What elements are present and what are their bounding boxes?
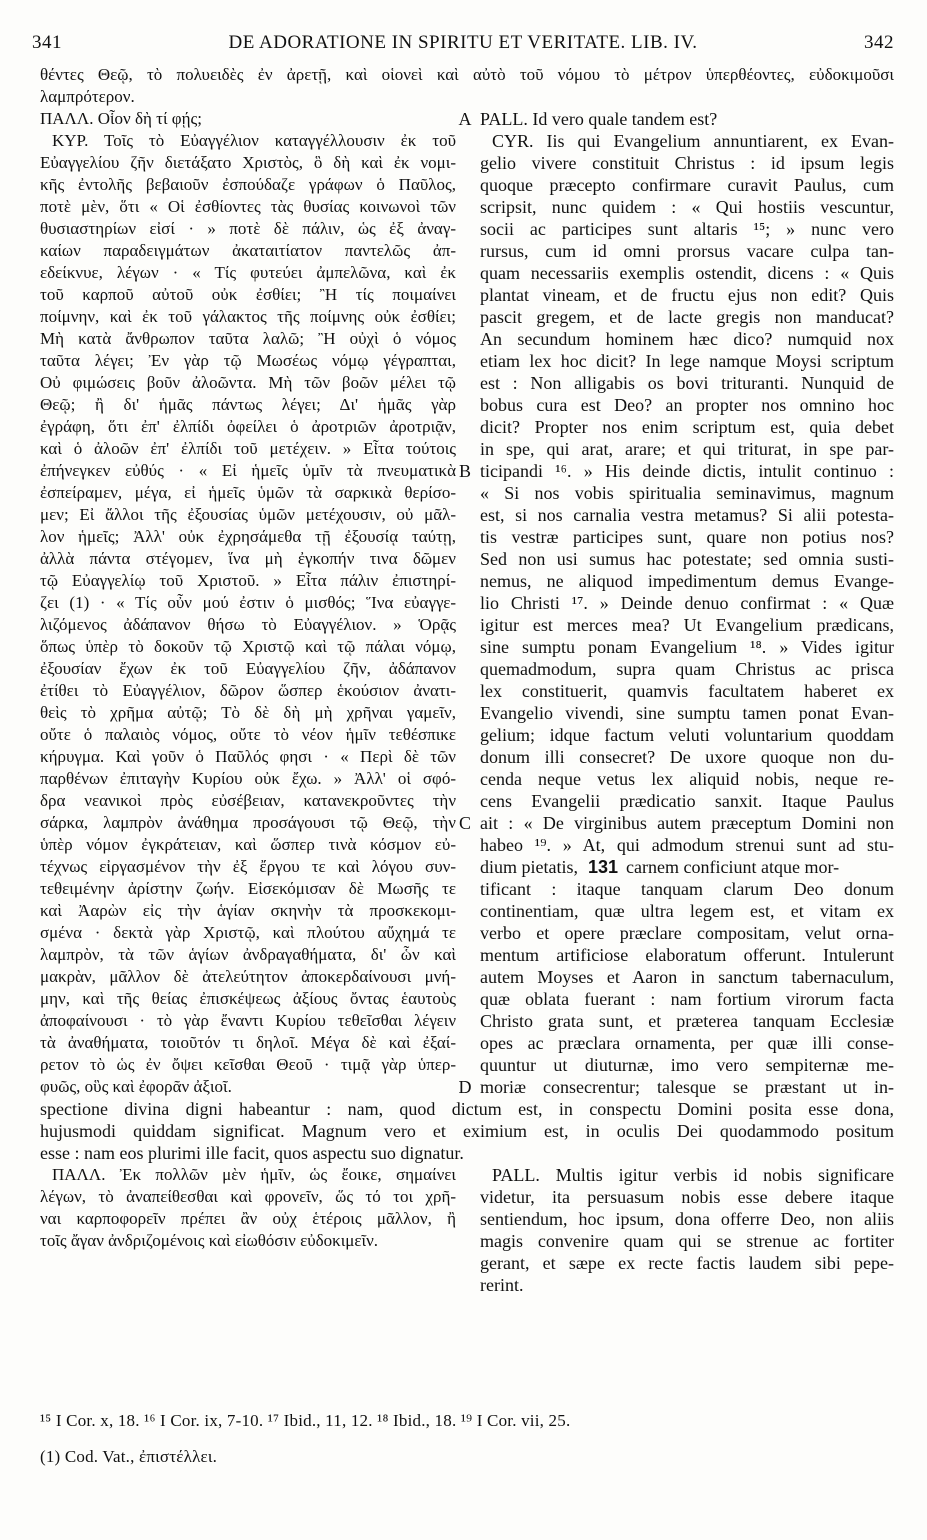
greek-text-line: μεν; Εἰ ἄλλοι τῆς ἐξουσίας ὑμῶν μετέχουσιν, οὐ μᾶλ-	[40, 505, 456, 524]
latin-text-line: Christo grata sunt, et præterea tanquam Ecclesiæ	[480, 1011, 894, 1031]
greek-text-line: ἀλλὰ πάντα στέγομεν, ἵνα μὴ ἐγκοπήν τινα δῶμεν	[40, 549, 456, 568]
greek-text-line: ΚΥΡ. Τοῖς τὸ Εὐαγγέλιον καταγγέλλουσιν ἐκ τοῦ	[52, 131, 456, 150]
latin-text-fragment: dium pietatis,	[480, 857, 578, 877]
latin-text-line: An secundum hominem hæc dico? numquid nox	[480, 329, 894, 349]
greek-continuation-line: θέντες Θεῷ, τὸ πολυειδὲς ἐν ἀρετῇ, καὶ οἱονεὶ καὶ αὐτὸ τοῦ νόμου τὸ μέτρον ὑπερθέοντες, εὐδοκιμοῦσι	[40, 65, 894, 84]
page-number-right: 342	[864, 32, 894, 53]
greek-text-line: ρετον τὸ ὡς ἐν ὄψει κεῖσθαι Θεοῦ · τιμᾷ γὰρ ὑπερ-	[40, 1055, 456, 1074]
greek-text-line: τοῦ καρποῦ αὐτοῦ οὐκ ἐσθίει; Ἢ τίς ποιμαίνει	[40, 285, 456, 304]
latin-text-line: lex constituerit, quamvis facultatem haberet ex	[480, 681, 894, 701]
latin-text-fragment: carnem conficiunt atque mor-	[626, 857, 840, 877]
latin-text-line: cenda neque vetus lex aliquid nobis, neque re-	[480, 769, 894, 789]
greek-text-line: ΠΑΛΛ. Οἷον δὴ τί φῄς;	[40, 109, 202, 128]
footnote-references: ¹⁵ I Cor. x, 18. ¹⁶ I Cor. ix, 7-10. ¹⁷ Ibid., 11, 12. ¹⁸ Ibid., 18. ¹⁹ I Cor. vii, 25.	[40, 1411, 571, 1430]
greek-text-line: λιζόμενος ἀδάπανον θήσω τὸ Εὐαγγέλιον. » Ὁρᾷς	[40, 615, 456, 634]
greek-text-line: ἐπήνεγκεν εὐθύς · « Εἰ ἡμεῖς ὑμῖν τὰ πνευματικὰ	[40, 461, 456, 480]
latin-text-line: sine sumptu ponam Evangelium ¹⁸. » Vides igitur	[480, 637, 894, 657]
latin-text-line: Sed non usi sumus hac potestate; sed omnia susti-	[480, 549, 894, 569]
greek-text-line: ἐτίθει τὸ Εὐαγγέλιον, δῶρον ὥσπερ ἑκούσιον ἀνατι-	[40, 681, 456, 700]
greek-text-line: θυσιαστηρίων εἰσί · » ποτὲ δὲ πάλιν, ὡς ἐξ ἀναγ-	[40, 219, 456, 238]
greek-text-line: Θεῷ; ἢ δι' ἡμᾶς πάντως λέγει; Δι' ἡμᾶς γὰρ	[40, 395, 456, 414]
latin-text-line: quoque præcepto confirmare curavit Paulus, cum	[480, 175, 894, 195]
greek-text-line: ΠΑΛΛ. Ἐκ πολλῶν μὲν ἡμῖν, ὡς ἔοικε, σημαίνει	[52, 1165, 456, 1184]
greek-text-line: ναι καρποφορεῖν πρέπει ἂν οὐχ ἑτέροις μᾶλλον, ἢ	[40, 1209, 456, 1228]
latin-text-line: cens Evangelii prædicatio sanxit. Itaque Paulus	[480, 791, 894, 811]
latin-full-width-line: hujusmodi quiddam significat. Magnum vero et eximium est, in oculis Dei quodammodo positum	[40, 1121, 894, 1141]
greek-text-line: ἐξουσίαν ἔχων ἐκ τοῦ Εὐαγγελίου ζῆν, ἀδάπανον	[40, 659, 456, 678]
latin-text-line: quemadmodum, supra quam Christus ac prisca	[480, 659, 894, 679]
latin-text-line: tis vestræ participes sunt, quare non potius nos?	[480, 527, 894, 547]
greek-text-line: τοῖς ἄγαν ἀνδριζομένοις καὶ εἰωθόσιν εὐδοκιμεῖν.	[40, 1231, 379, 1250]
latin-text-line: PALL. Id vero quale tandem est?	[480, 109, 718, 129]
running-header	[32, 32, 894, 58]
greek-text-line: ποίμνην, καὶ ἐκ τοῦ γάλακτος τῆς ποίμνης οὐκ ἐσθίει;	[40, 307, 456, 326]
greek-text-line: ἐγράφη, ὅτι ἐπ' ἐλπίδι ὀφείλει ὁ ἀροτριῶν ἀροτριᾷν,	[40, 417, 456, 436]
latin-text-line: continentiam, quæ ultra legem est, et vitam ex	[480, 901, 894, 921]
latin-text-line: tificant : itaque tanquam clarum Deo donum	[480, 879, 894, 899]
latin-text-line: magis convenire quam qui se strenue ac fortiter	[480, 1231, 894, 1251]
latin-text-line: opes ac præclara ornamenta, per quæ illi conse-	[480, 1033, 894, 1053]
latin-text-line: dicit? Propter nos enim scriptum est, quia debet	[480, 417, 894, 437]
greek-text-line: ὅπως ὑπὲρ τὸ δοκοῦν τῷ Χριστῷ καὶ τῷ πάλαι νόμῳ,	[40, 637, 456, 656]
greek-text-line: δρα νεανικοὶ πρὸς εὐσέβειαν, κατανεκροῦντες τὴν	[40, 791, 456, 810]
latin-text-line: donum illi consecret? De uxore quoque non du-	[480, 747, 894, 767]
section-marker: D	[458, 1077, 472, 1097]
latin-text-line: PALL. Multis igitur verbis id nobis significare	[492, 1165, 894, 1185]
latin-text-line: etiam lex hoc dicit? In lege namque Moysi scriptum	[480, 351, 894, 371]
greek-text-line: λαμπρὸν, τὰ τῶν ἁγίων ἀνδραγαθήματα, δι' ὧν καὶ	[40, 945, 456, 964]
greek-text-line: μακρὰν, μᾶλλον δὲ ἀτελεύτητον ἀποκερδαίνουσι μνή-	[40, 967, 456, 986]
latin-full-width-line: spectione divina digni habeantur : nam, quod dictum est, in conspectu Domini posita esse dona,	[40, 1099, 894, 1119]
latin-text-line: habeo ¹⁹. » At, qui admodum strenui sunt ad stu-	[480, 835, 894, 855]
latin-text-line: gerant, et sæpe ex recte factis laudem sibi pepe-	[480, 1253, 894, 1273]
latin-text-line: sentiendum, hoc ipsum, dona offerre Deo, non aliis	[480, 1209, 894, 1229]
greek-continuation-line: λαμπρότερον.	[40, 87, 135, 106]
greek-text-line: κήρυγμα. Καὶ γοῦν ὁ Παῦλός φησι · « Περὶ δὲ τῶν	[40, 747, 456, 766]
latin-text-line: ticipandi ¹⁶. » His deinde dictis, intulit continuo :	[480, 461, 894, 481]
latin-text-line: plantat vineam, et de fructu ejus non edit? Quis	[480, 285, 894, 305]
latin-text-line: pascit gregem, et de lacte gregis non manducat?	[480, 307, 894, 327]
latin-text-line: in spe, qui arat, arare; et qui triturat, in spe par-	[480, 439, 894, 459]
greek-text-line: ταῦτα λέγει; Ἐν γὰρ τῷ Μωσέως νόμῳ γέγραπται,	[40, 351, 456, 370]
greek-text-line: σάρκα, λαμπρὸν ἀνάθημα προσάγουσι τῷ Θεῷ, τὴν	[40, 813, 456, 832]
running-title: DE ADORATIONE IN SPIRITU ET VERITATE. LIB. IV.	[228, 32, 698, 53]
greek-text-line: Οὐ φιμώσεις βοῦν ἀλοῶντα. Μὴ τῶν βοῶν μέλει τῷ	[40, 373, 456, 392]
latin-text-line: quæ oblata fuerant : nam fortium virorum facta	[480, 989, 894, 1009]
greek-text-line: σμένα · δεκτὰ γὰρ Χριστῷ, καὶ πλούτου αὔχημά τε	[40, 923, 456, 942]
section-marker: A	[458, 109, 472, 129]
greek-text-line: ἐσπείραμεν, μέγα, εἰ ἡμεῖς ὑμῶν τὰ σαρκικὰ θερίσο-	[40, 483, 456, 502]
latin-text-line: mentum artificiose elaboratum offerunt. Intulerunt	[480, 945, 894, 965]
latin-text-line: gelio vivere constituit Christus : id ipsum legis	[480, 153, 894, 173]
greek-text-line: φυῶς, οὓς καὶ ἐφορᾶν ἀξιοῖ.	[40, 1077, 232, 1096]
latin-text-line: autem Moyses et Aaron in sanctum tabernaculum,	[480, 967, 894, 987]
latin-text-line: socii ac participes sunt altaris ¹⁵; » nunc vero	[480, 219, 894, 239]
greek-text-line: τεθειμένην ἀρίστην ζωήν. Εἰσεκόμισαν δὲ Μωσῆς τε	[40, 879, 456, 898]
latin-text-line: igitur est merces mea? Ut Evangelium prædicans,	[480, 615, 894, 635]
latin-text-line: gelium; idque factum veluti voluntarium quoddam	[480, 725, 894, 745]
latin-text-line: lio Christi ¹⁷. » Deinde denuo confirmat : « Quæ	[480, 593, 894, 613]
greek-text-line: καίων παραδειγμάτων ἀκαταιτίατον παντελῶς ἀπ-	[40, 241, 456, 260]
latin-text-line: est : Non alligabis os bovi trituranti. Nunquid de	[480, 373, 894, 393]
greek-text-line: εδείκνυε, λέγων · « Τίς φυτεύει ἀμπελῶνα, καὶ ἐκ	[40, 263, 456, 282]
page-number-left: 341	[32, 32, 62, 53]
greek-text-line: τὰ ἀναθήματα, τοιοῦτόν τι δηλοῖ. Μέγα δὲ καὶ ἐξαί-	[40, 1033, 456, 1052]
latin-text-line: moriæ consecrentur; talesque se præstant ut in-	[480, 1077, 894, 1097]
greek-text-line: Μὴ κατὰ ἄνθρωπον ταῦτα λαλῶ; Ἢ οὐχὶ ὁ νόμος	[40, 329, 456, 348]
greek-text-line: λον ἡμεῖς; Ἀλλ' οὐκ ἐχρησάμεθα τῇ ἐξουσίᾳ ταύτῃ,	[40, 527, 456, 546]
footnote-variant: (1) Cod. Vat., ἐπιστέλλει.	[40, 1447, 218, 1466]
section-marker: C	[458, 813, 471, 833]
greek-text-line: παρθένων ἐπιταγὴν Κυρίου οὐκ ἔχω. » Ἀλλ' οἱ σφό-	[40, 769, 456, 788]
latin-text-line: quam necessariis exemplis ostendit, dicens : « Quis	[480, 263, 894, 283]
greek-text-line: ποτὲ μὲν, ὅτι « Οἱ ἐσθίοντες τὰς θυσίας κοινωνοὶ τῶν	[40, 197, 456, 216]
latin-text-line: rursus, cum id omni prorsus vacare culpa tan-	[480, 241, 894, 261]
latin-text-line: quuntur ut diuturnæ, imo vero sempiternæ me-	[480, 1055, 894, 1075]
greek-text-line: Εὐαγγελίου ζῆν διετάξατο Χριστὸς, ὃ δὴ καὶ ἐκ νομι-	[40, 153, 456, 172]
latin-full-width-line: esse : nam eos plurimi ille facit, quos aspectu suo dignatur.	[40, 1143, 464, 1163]
latin-text-line: est, si nos carnalia vestra metamus? Si alii potesta-	[480, 505, 894, 525]
greek-text-line: κῆς ἐντολῆς βεβαιοῦν ἐσπούδαζε γράφων ὁ Παῦλος,	[40, 175, 456, 194]
latin-text-line: Evangelio vivendi, sine sumptu tamen ponat Evan-	[480, 703, 894, 723]
latin-text-line: « Si nos vobis spiritualia seminavimus, magnum	[480, 483, 894, 503]
greek-text-line: τέχνως εἰργασμένον τὴν ἐξ ἔργου τε καὶ λόγου συν-	[40, 857, 456, 876]
greek-text-line: ἀποφαίνουσι · τὸ γὰρ ἔναντι Κυρίου τεθεῖσθαι λέγειν	[40, 1011, 456, 1030]
latin-text-line: ait : « De virginibus autem præceptum Domini non	[480, 813, 894, 833]
latin-text-line: verbo et opere præclare compositam, velut orna-	[480, 923, 894, 943]
latin-text-line: videtur, ita persuasum nobis esse debere itaque	[480, 1187, 894, 1207]
latin-text-line	[480, 856, 894, 878]
greek-text-line: ζει (1) · « Τίς οὖν μού ἐστιν ὁ μισθός; Ἵνα εὐαγγε-	[40, 593, 456, 612]
greek-text-line: θεὶς τὸ χρῆμα αὐτῷ; Τὸ δὲ δὴ μὴ χρῆναι γαμεῖν,	[40, 703, 456, 722]
latin-text-line: scripsit, nunc quidem : « Qui hostiis vescuntur,	[480, 197, 894, 217]
latin-text-line: CYR. Iis qui Evangelium annuntiarent, ex Evan-	[492, 131, 894, 151]
latin-text-line: bobus cura est Deo? an propter nos omnino hoc	[480, 395, 894, 415]
greek-text-line: λέγων, τὸ ἀναπείθεσθαι καὶ φρονεῖν, ὥς τό τοι χρῆ-	[40, 1187, 456, 1206]
greek-text-line: ὑπὲρ νόμον ἐγκράτειαν, καὶ ὥσπερ τινὰ κόσμον εὐ-	[40, 835, 456, 854]
latin-text-line: rerint.	[480, 1275, 524, 1295]
greek-text-line: τῷ Εὐαγγελίῳ τοῦ Χριστοῦ. » Εἶτα πάλιν ἐπιστηρί-	[40, 571, 456, 590]
greek-text-line: καὶ Ἀαρὼν εἰς τὴν ἁγίαν σκηνὴν τὰ προσκεκομι-	[40, 901, 456, 920]
latin-text-line: nemus, ne aliquod impedimentum demus Evange-	[480, 571, 894, 591]
greek-text-line: οὔτε ὁ παλαιὸς νόμος, οὔτε τὸ νέον ἡμῖν τεθέσπικε	[40, 725, 456, 744]
greek-text-line: μην, καὶ τῆς θείας ἐπισκέψεως ἀξίους ὄντας ἑαυτοὺς	[40, 989, 456, 1008]
greek-text-line: καὶ ὁ ἀλοῶν ἐπ' ἐλπίδι τοῦ μετέχειν. » Εἶτα τούτοις	[40, 439, 456, 458]
section-marker: B	[458, 461, 471, 481]
marginal-page-number: 131	[588, 857, 619, 877]
